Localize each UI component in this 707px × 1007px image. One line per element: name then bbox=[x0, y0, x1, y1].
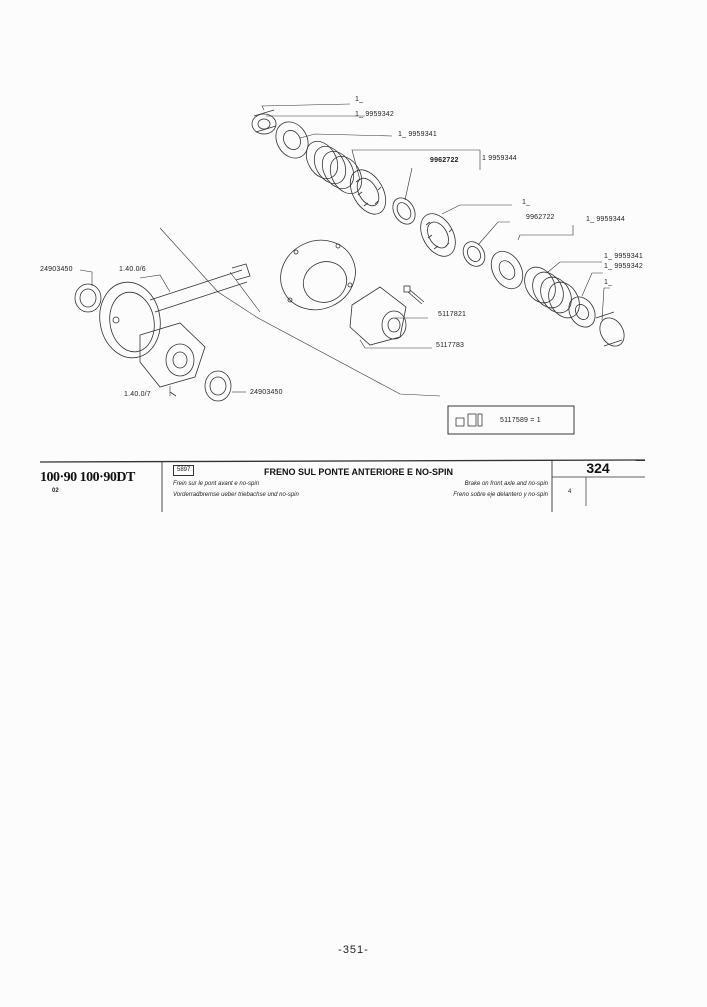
page-number: -351- bbox=[338, 944, 369, 956]
title-english: Brake on front axle and no-spin bbox=[464, 481, 548, 487]
callout-1: 1_ bbox=[355, 96, 364, 103]
callout-12: 24903450 bbox=[40, 266, 73, 273]
part-splined-washer-lower bbox=[485, 246, 529, 295]
part-toothed-ring-upper bbox=[343, 164, 393, 221]
title-german: Vorderradbremse ueber triebachse und no-spin bbox=[173, 492, 299, 498]
leader-lines bbox=[80, 104, 613, 396]
sheet-number: 4 bbox=[568, 489, 572, 495]
callout-11: 1_ bbox=[604, 279, 613, 286]
kit-callout: 5117589 = 1 bbox=[500, 417, 541, 424]
callout-14: 5117821 bbox=[438, 311, 467, 318]
callout-5: 1 9959344 bbox=[482, 155, 517, 162]
reference-code-box: 5897 bbox=[173, 465, 194, 476]
callout-9: 1_ 9959341 bbox=[604, 253, 643, 260]
callout-6: 1_ bbox=[522, 199, 531, 206]
part-ring-gear bbox=[94, 277, 166, 362]
part-bolt bbox=[404, 286, 424, 304]
model-name: 100·90 100·90DT bbox=[40, 470, 135, 485]
title-french: Frein sur le pont avant e no-spin bbox=[173, 481, 260, 487]
title-spanish: Freno sobre eje delantero y no-spin bbox=[453, 492, 548, 498]
callout-8: 1_ 9959344 bbox=[586, 216, 625, 223]
part-bearing-right bbox=[205, 371, 231, 401]
part-spring-clip-lower bbox=[459, 238, 489, 271]
part-bearing-left bbox=[75, 284, 101, 312]
part-thrust-washer-lower bbox=[564, 292, 601, 332]
part-end-hub-lower bbox=[595, 312, 629, 350]
table-number: 324 bbox=[586, 460, 610, 476]
part-diff-case bbox=[140, 323, 205, 387]
title-italian: FRENO SUL PONTE ANTERIORE E NO-SPIN bbox=[263, 467, 454, 477]
callout-7: 9962722 bbox=[526, 214, 555, 221]
part-spring-clip-upper bbox=[388, 194, 419, 228]
callout-3: 1_ 9959341 bbox=[398, 131, 437, 138]
part-flanged-housing bbox=[269, 228, 367, 322]
callout-10: 1_ 9959342 bbox=[604, 263, 643, 270]
part-friction-disc-pack-lower bbox=[518, 262, 585, 324]
callout-2: 1_ 9959342 bbox=[355, 111, 394, 118]
part-no-spin-unit bbox=[350, 287, 406, 345]
part-small-bolt bbox=[170, 392, 176, 396]
part-small-hub bbox=[252, 110, 276, 134]
part-toothed-ring-lower bbox=[414, 208, 463, 263]
callout-17: 24903450 bbox=[250, 389, 283, 396]
model-variant: 02 bbox=[52, 488, 59, 494]
title-block-rules bbox=[40, 460, 645, 512]
callout-13: 1.40.0/6 bbox=[119, 266, 146, 273]
part-pinion-shaft bbox=[150, 264, 250, 312]
callout-4: 9962722 bbox=[430, 157, 459, 164]
callout-15: 5117783 bbox=[436, 342, 465, 349]
callout-16: 1.40.0/7 bbox=[124, 391, 151, 398]
